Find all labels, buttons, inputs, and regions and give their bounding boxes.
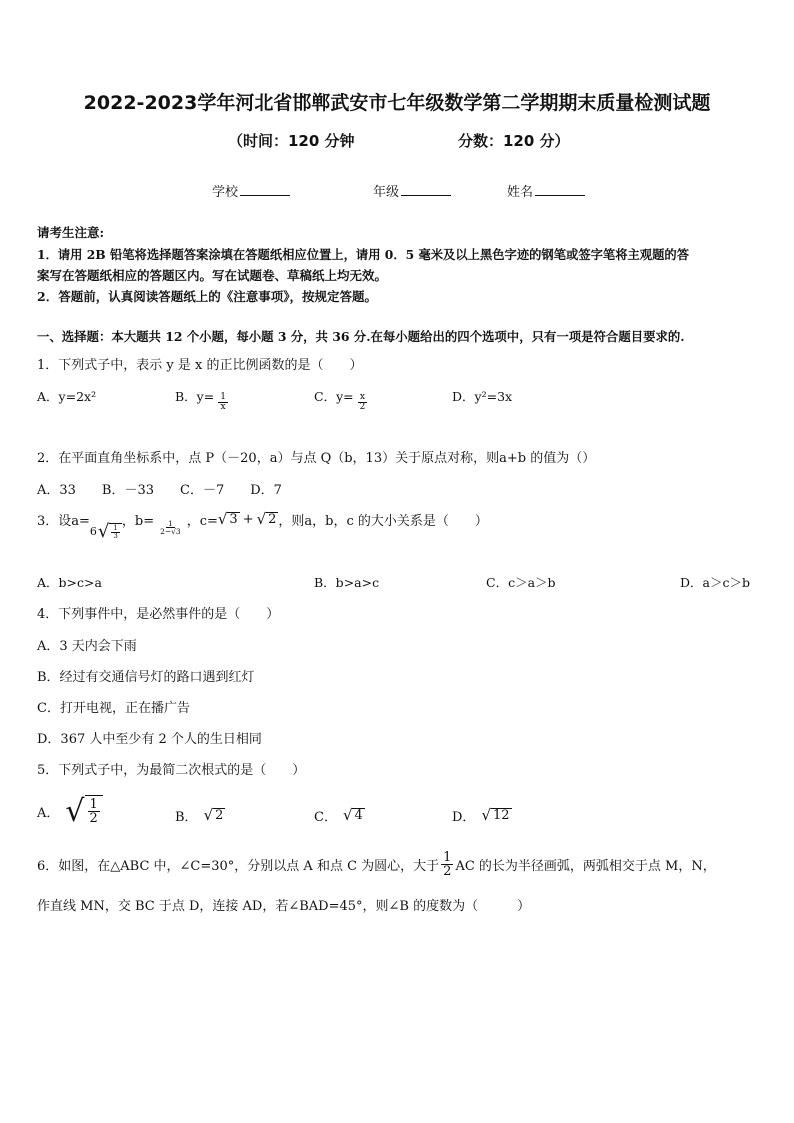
q3-b-num: 1	[168, 518, 173, 528]
q6-stem-line1	[37, 851, 716, 878]
q1-option-a: A．y=2x²	[37, 389, 97, 404]
school-blank	[240, 183, 290, 196]
q1-option-d: D．y²=3x	[452, 389, 513, 404]
school-label: 学校	[212, 185, 239, 200]
q3-prefix: 3．设a=	[37, 514, 90, 529]
q1-c-num: x	[359, 392, 365, 402]
q1-b-fraction	[218, 393, 228, 412]
q3-stem	[37, 509, 488, 542]
q1-stem: 1．下列式子中，表示 y 是 x 的正比例函数的是（ ）	[37, 358, 363, 373]
q5-b-radical	[203, 805, 226, 824]
notice-heading: 请考生注意:	[37, 225, 105, 240]
section1-heading: 一、选择题：本大题共 12 个小题，每小题 3 分，共 36 分.在每小题给出的四个选项中，只有一项是符合题目要求的.	[37, 329, 685, 344]
q6-frac-num: 1	[443, 850, 452, 865]
q6-part1: 6．如图，在△ABC 中，∠C=30°，分别以点 A 和点 C 为圆心，大于	[37, 859, 440, 874]
q1-b-prefix: B．y=	[175, 389, 215, 404]
q1-c-den: 2	[359, 402, 366, 412]
q3-a-expression	[89, 520, 122, 542]
q3-b-fraction	[158, 520, 183, 536]
q4-option-d: D．367 人中至少有 2 个人的生日相同	[37, 732, 262, 747]
q4-stem: 4．下列事件中，是必然事件的是（ ）	[37, 607, 280, 622]
name-field	[507, 181, 585, 200]
q3-c-plus: +	[242, 512, 254, 527]
q5-option-c	[314, 806, 365, 825]
grade-field	[373, 181, 451, 200]
q2-options: A．33 B．－33 C．－7 D．7	[37, 483, 282, 498]
q3-c-radical-1	[217, 509, 240, 528]
q5-a-den: 2	[89, 811, 98, 826]
q5-a-fraction	[88, 798, 100, 825]
radical-icon: √	[481, 805, 491, 824]
q3-option-c: C．c＞a＞b	[486, 575, 556, 590]
score-label: 分数：120 分）	[458, 132, 570, 150]
q3-option-b: B．b>a>c	[314, 575, 380, 590]
q4-option-a: A．3 天内会下雨	[37, 639, 137, 654]
q3-option-d: D．a＞c＞b	[680, 575, 750, 590]
grade-blank	[401, 183, 451, 196]
notice-item1-line2: 案写在答题纸相应的答题区内。写在试题卷、草稿纸上均无效。	[37, 268, 388, 283]
radical-icon: √	[203, 805, 214, 824]
time-label: （时间：120 分钟	[228, 132, 355, 150]
q3-c-prefix: ，c=	[186, 514, 218, 529]
q3-b-den: 2−√3	[160, 527, 181, 536]
q5-a-num: 1	[89, 797, 98, 812]
school-field	[212, 181, 290, 200]
q3-c-rad1: 3	[229, 511, 238, 527]
q5-b-rad: 2	[215, 807, 224, 823]
notice-item2: 2．答题前，认真阅读答题纸上的《注意事项》，按规定答题。	[37, 289, 377, 304]
q5-option-d	[452, 806, 512, 825]
q1-c-fraction	[358, 393, 368, 412]
q5-option-b	[175, 806, 225, 825]
q1-c-prefix: C．y=	[314, 389, 354, 404]
radical-icon: √	[256, 509, 267, 528]
radical-icon: √	[217, 509, 228, 528]
q3-c-radical-2	[256, 509, 279, 528]
q6-part2: AC 的长为半径画弧，两弧相交于点 M，N，	[455, 859, 716, 874]
q5-d-radical	[481, 805, 511, 824]
grade-label: 年级	[373, 185, 400, 200]
q3-a-coef: 6	[89, 525, 97, 538]
q3-a-den: 3	[113, 531, 118, 540]
q3-a-num: 1	[113, 523, 118, 532]
radical-icon: √	[97, 520, 110, 542]
q1-option-b	[175, 387, 228, 412]
q4-option-c: C．打开电视，正在播广告	[37, 701, 190, 716]
q5-c-rad: 4	[354, 807, 363, 823]
exam-title: 2022-2023学年河北省邯郸武安市七年级数学第二学期期末质量检测试题	[83, 92, 711, 114]
q1-b-num: 1	[220, 392, 226, 402]
q5-b-prefix: B．	[175, 810, 198, 825]
q5-c-prefix: C．	[314, 810, 337, 825]
q6-fraction	[441, 851, 453, 878]
radical-icon: √	[65, 794, 85, 829]
name-label: 姓名	[507, 185, 534, 200]
q2-stem: 2．在平面直角坐标系中，点 P（－20，a）与点 Q（b，13）关于原点对称，则a+b 的值为（）	[37, 451, 596, 466]
q3-a-fraction	[111, 525, 119, 540]
radical-icon: √	[342, 805, 353, 824]
q5-a-prefix: A．	[37, 806, 60, 821]
name-blank	[535, 183, 585, 196]
q6-stem-line2: 作直线 MN，交 BC 于点 D，连接 AD，若∠BAD=45°，则∠B 的度数为（ ）	[37, 899, 531, 914]
q5-c-radical	[342, 805, 365, 824]
q4-option-b: B．经过有交通信号灯的路口遇到红灯	[37, 670, 255, 685]
q5-option-a	[37, 795, 103, 828]
q3-c-rad2: 2	[268, 511, 277, 527]
q1-b-den: x	[220, 402, 226, 412]
q5-stem: 5．下列式子中，为最简二次根式的是（ ）	[37, 763, 306, 778]
q3-b-prefix: ，b=	[121, 514, 155, 529]
q3-a-radical	[97, 520, 122, 542]
q5-d-rad: 12	[492, 807, 510, 823]
q6-frac-den: 2	[443, 864, 452, 879]
q3-suffix: ，则a，b，c 的大小关系是（ ）	[278, 514, 488, 529]
q3-option-a: A．b>c>a	[37, 575, 102, 590]
notice-item1-line1: 1．请用 2B 铅笔将选择题答案涂填在答题纸相应位置上，请用 0．5 毫米及以上黑色字迹的钢笔或签字笔将主观题的答	[37, 247, 689, 262]
q5-d-prefix: D．	[452, 810, 476, 825]
q5-a-radical	[65, 795, 102, 828]
q1-option-c	[314, 387, 367, 412]
